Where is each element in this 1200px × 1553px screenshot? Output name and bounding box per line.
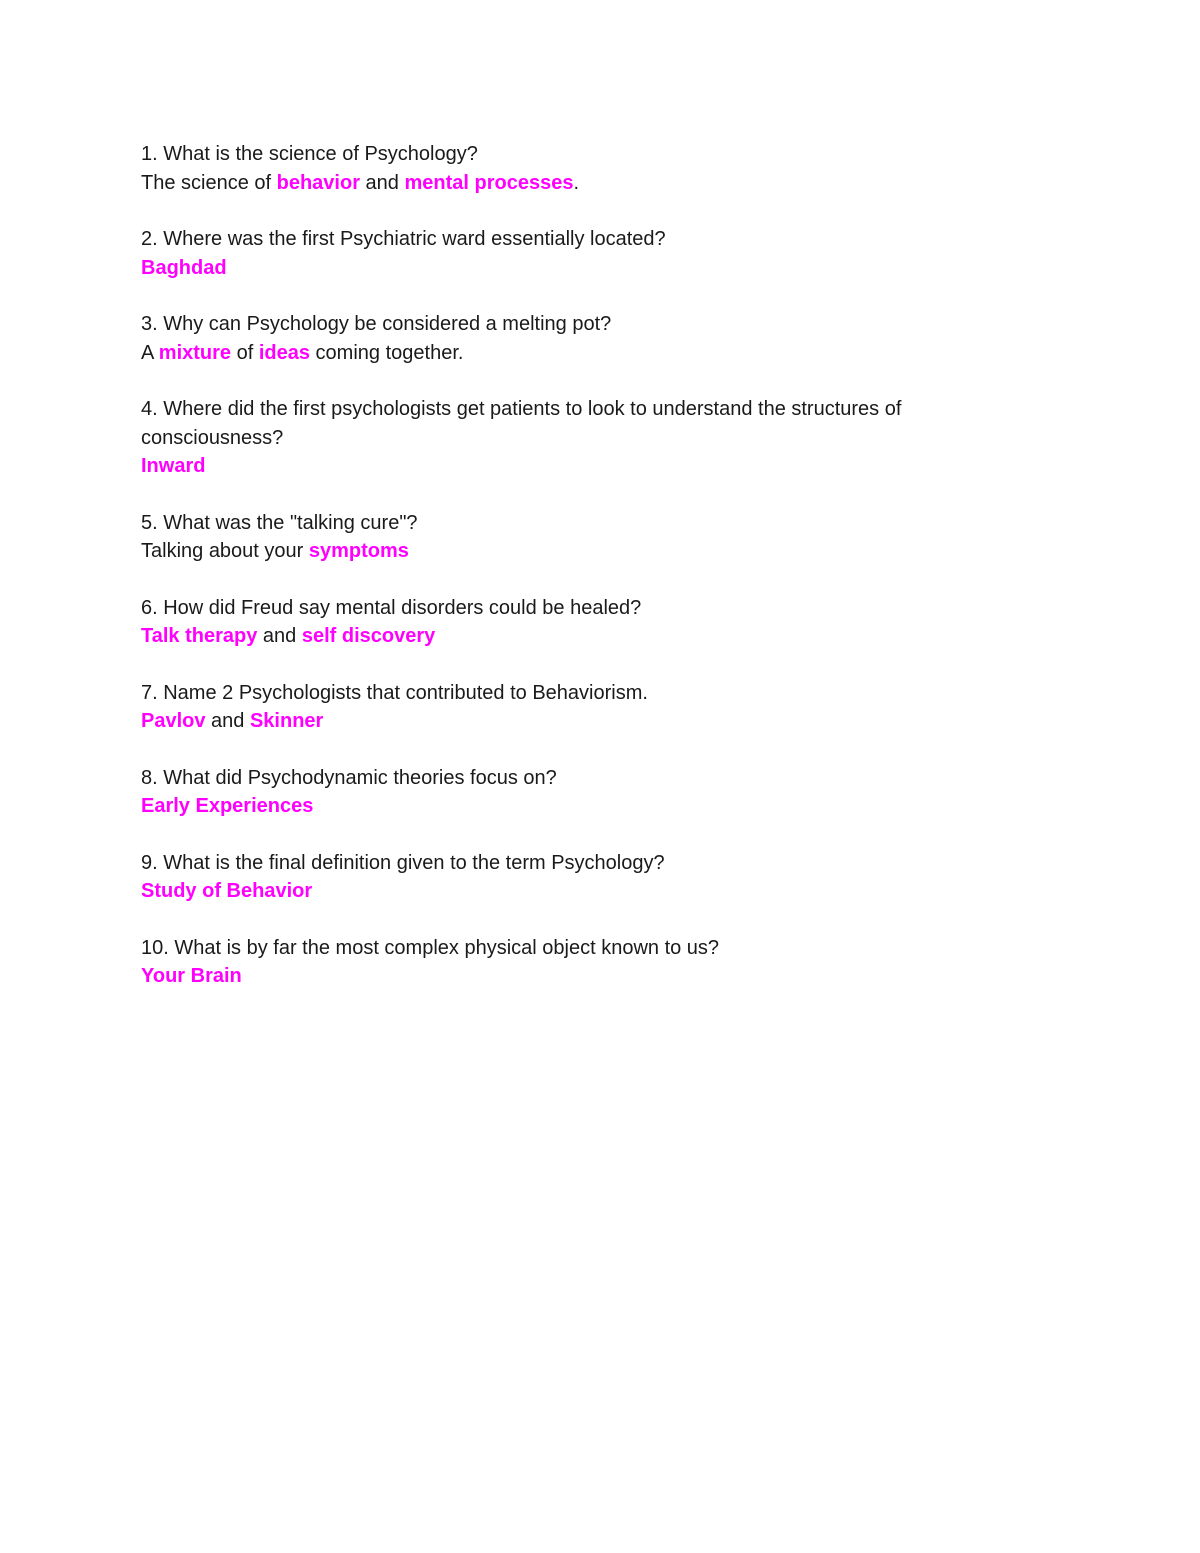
question-text: 1. What is the science of Psychology? xyxy=(141,143,478,165)
answer-keyword: Study of Behavior xyxy=(141,880,313,902)
qa-item xyxy=(141,509,991,566)
qa-item xyxy=(141,764,991,821)
answer-keyword: Baghdad xyxy=(141,256,227,279)
answer-text: of xyxy=(231,341,259,364)
answer-keyword: Talk therapy xyxy=(141,625,258,647)
answer-text: Talking about your xyxy=(141,540,309,562)
qa-item xyxy=(141,679,991,736)
answer-keyword: self discovery xyxy=(301,625,436,647)
qa-item xyxy=(141,310,991,367)
answer-text: and xyxy=(359,171,405,194)
answer-line xyxy=(141,254,991,283)
question-text: 3. Why can Psychology be considered a melting pot? xyxy=(141,313,612,335)
answer-keyword: Early Experiences xyxy=(141,795,314,817)
answer-line xyxy=(141,707,991,736)
qa-item xyxy=(141,594,991,651)
qa-item xyxy=(141,934,991,991)
answer-line xyxy=(141,877,991,906)
question-text: 4. Where did the first psychologists get patients to look to understand the structures of consciousness? xyxy=(141,398,902,449)
answer-keyword: ideas xyxy=(258,341,310,364)
answer-text: A xyxy=(141,341,159,364)
answer-line xyxy=(141,792,991,821)
answer-line xyxy=(141,339,991,368)
question-text: 10. What is by far the most complex physical object known to us? xyxy=(141,936,720,959)
answer-keyword: Your Brain xyxy=(141,965,242,987)
qa-item xyxy=(141,849,991,906)
answer-keyword: mental processes xyxy=(404,171,574,194)
answer-keyword: Inward xyxy=(141,455,206,477)
qa-item xyxy=(141,140,991,197)
question-text: 9. What is the final definition given to the term Psychology? xyxy=(141,851,665,874)
answer-line xyxy=(141,622,991,651)
answer-keyword: Skinner xyxy=(249,710,324,732)
answer-text: coming together. xyxy=(310,341,464,364)
answer-line xyxy=(141,169,991,198)
answer-text: and xyxy=(257,625,302,647)
qa-list xyxy=(141,140,991,1019)
qa-item xyxy=(141,225,991,282)
question-text: 7. Name 2 Psychologists that contributed to Behaviorism. xyxy=(141,681,648,704)
answer-keyword: mixture xyxy=(158,341,232,364)
answer-keyword: Pavlov xyxy=(141,710,206,732)
answer-text: The science of xyxy=(141,171,277,194)
answer-text: . xyxy=(573,171,580,194)
answer-text: and xyxy=(205,710,250,732)
question-text: 2. Where was the first Psychiatric ward essentially located? xyxy=(141,228,666,250)
qa-item xyxy=(141,395,991,481)
answer-keyword: symptoms xyxy=(308,540,409,562)
answer-keyword: behavior xyxy=(276,171,360,194)
question-text: 5. What was the "talking cure"? xyxy=(141,511,418,534)
question-text: 8. What did Psychodynamic theories focus on? xyxy=(141,766,557,789)
answer-line xyxy=(141,452,991,481)
question-text: 6. How did Freud say mental disorders could be healed? xyxy=(141,596,642,619)
answer-line xyxy=(141,537,991,566)
answer-line xyxy=(141,962,991,991)
